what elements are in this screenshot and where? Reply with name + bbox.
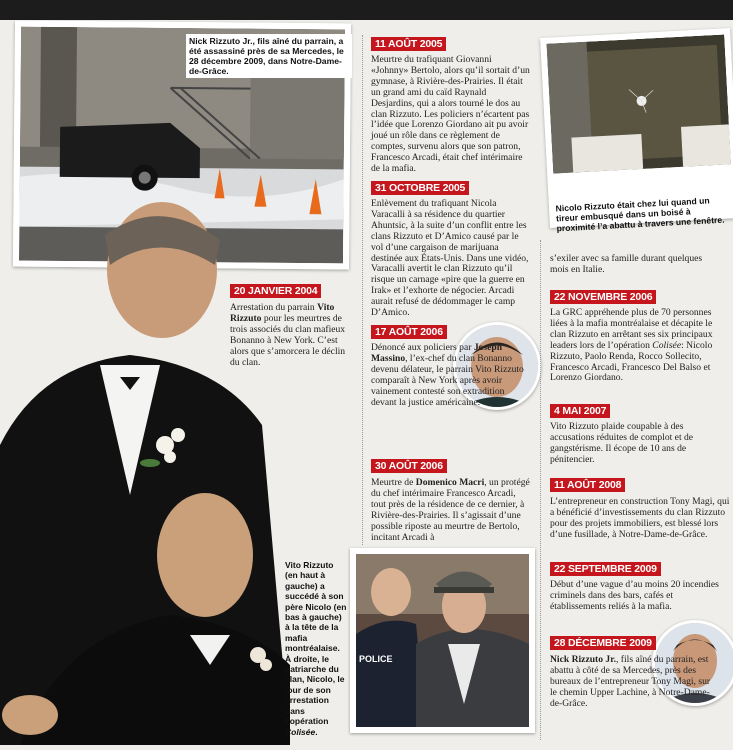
arrest-image bbox=[356, 554, 529, 727]
arrest-photo bbox=[350, 548, 535, 733]
event-name: Nick Rizzuto Jr. bbox=[550, 654, 616, 665]
date-2006-11-22: 22 NOVEMBRE 2006 bbox=[550, 290, 656, 304]
date-2005-08-11: 11 AOÛT 2005 bbox=[371, 37, 446, 51]
column-divider-right bbox=[540, 240, 541, 740]
event-text: , fils aîné du parrain, est abattu à côté de sa Mercedes, près des bureaux de l’entrepreneur Tony Magi, sur le chemin Upper Lachine, à Notre-Dame-de-Grâce. bbox=[550, 654, 711, 709]
event-text-end: pour les meurtres de trois associés du clan mafieux Bonanno à New York. C’est alors que s’amorcera le déclin du clan. bbox=[230, 312, 346, 368]
column-divider bbox=[362, 35, 363, 545]
event-2004-01-20 bbox=[230, 303, 355, 368]
event-text-end: , un protégé du chef intérimaire Francesco Arcadi, tout près de la résidence de ce dernier, à Rivière-des-Prairies. Il s’agissait d’une possible riposte au meurtre de Bertolo, incitant Arcadi à bbox=[371, 477, 530, 543]
date-2006-08-30: 30 AOÛT 2006 bbox=[371, 459, 447, 473]
event-text: Dénoncé aux policiers par bbox=[371, 342, 474, 353]
event-operation: Colisée bbox=[652, 339, 682, 351]
event-text-end: , l’ex-chef du clan Bonanno devenu délateur, le parrain Vito Rizzuto comparaît à New York après avoir vainement contesté son extradition devant la justice américaine. bbox=[371, 352, 524, 408]
date-2009-12-28: 28 DÉCEMBRE 2009 bbox=[550, 636, 656, 650]
event-2007-05-04: Vito Rizzuto plaide coupable à des accusations réduites de complot et de gangstérisme. Il écope de 10 ans de pénitencier. bbox=[550, 421, 694, 465]
event-2009-12-28 bbox=[550, 655, 715, 710]
window-image bbox=[546, 34, 731, 173]
event-2009-09-22: Début d’une vague d’au moins 20 incendies criminels dans des bars, cafés et établissements reliés à la mafia. bbox=[550, 579, 719, 612]
top-banner bbox=[0, 0, 733, 20]
vito-nicolo-image bbox=[0, 195, 290, 745]
date-2004-01-20: 20 JANVIER 2004 bbox=[230, 284, 321, 298]
date-2006-08-17: 17 AOÛT 2006 bbox=[371, 325, 447, 339]
event-text: La GRC appréhende plus de 70 personnes liées à la mafia montréalaise et décapite le clan Rizzuto en arrêtant ses six principaux leaders lors de l’opération bbox=[550, 307, 713, 351]
event-text: Arrestation du parrain bbox=[230, 302, 318, 313]
event-text-end: : Nicolo Rizzuto, Paolo Renda, Rocco Sollecito, Francesco Arcadi, Francesco Del Balso et Lorenzo Giordano. bbox=[550, 339, 713, 384]
nick-photo-caption: Nick Rizzuto Jr., fils aîné du parrain, a été assassiné près de sa Mercedes, le 28 décembre 2009, dans Notre-Dame-de-Grâce. bbox=[186, 34, 352, 78]
event-2005-10-31: Enlèvement du trafiquant Nicola Varacalli à sa résidence du quartier Ahuntsic, à la suite d’un conflit entre les clans Rizzuto et D’Amico causé par le vol d’une cargaison de marijuana destinée aux États-Unis. Dans une vidéo, Varacalli avertit le clan Rizzuto qu’il risque un carnage «pire que la guerre en Irak» et l’exhorte de négocier. Arcadi aurait refusé de dédommager le camp D’Amico. bbox=[371, 198, 529, 319]
event-text: Meurtre de bbox=[371, 477, 416, 488]
vito-nicolo-photo bbox=[0, 195, 290, 745]
event-name: Domenico Macri bbox=[415, 477, 485, 488]
window-photo-caption: Nicolo Rizzuto était chez lui quand un tireur embusqué dans un boisé à proximité l’a abattu à travers une fenêtre. bbox=[555, 195, 725, 234]
event-2005-08-11: Meurtre du trafiquant Giovanni «Johnny» Bertolo, alors qu’il sortait d’un gymnase, à Rivière-des-Prairies. Il était un grand ami du caïd Raynald Desjardins, qui a alors tourné le dos au clan Rizzuto. Les policiers n’écartent pas l’idée que Lorenzo Giordano ait pu avoir joué un rôle dans ce règlement de comptes, survenu alors que son patron, Francesco Arcadi, était chef intérimaire de la mafia. bbox=[371, 54, 530, 175]
event-2008-08-11: L’entrepreneur en construction Tony Magi, qui a bénéficié d’investissements du clan Rizzuto pour des projets immobiliers, est blessé lors d’une fusillade, à Notre-Dame-de-Grâce. bbox=[550, 496, 730, 540]
event-name: Vito Rizzuto bbox=[230, 302, 335, 324]
event-name: Joseph Massino bbox=[371, 342, 503, 364]
event-2006-08-30-continued: s’exiler avec sa famille durant quelques mois en Italie. bbox=[550, 253, 703, 275]
date-2009-09-22: 22 SEPTEMBRE 2009 bbox=[550, 562, 661, 576]
event-2006-08-30 bbox=[371, 478, 531, 543]
date-2007-05-04: 4 MAI 2007 bbox=[550, 404, 610, 418]
arrest-photo-caption bbox=[285, 560, 347, 737]
date-2008-08-11: 11 AOÛT 2008 bbox=[550, 478, 625, 492]
arrest-caption-text: Vito Rizzuto (en haut à gauche) a succédé à son père Nicolo (en bas à gauche) à la tête de la mafia montréalaise. À droite, le patriarche du clan, Nicolo, le jour de son arrestation dans l’opération bbox=[285, 560, 347, 727]
event-2006-08-17 bbox=[371, 343, 531, 408]
date-2005-10-31: 31 OCTOBRE 2005 bbox=[371, 181, 469, 195]
police-jacket-label: POLICE bbox=[359, 654, 393, 664]
arrest-caption-operation: Colisée bbox=[285, 726, 316, 737]
arrest-caption-end: . bbox=[315, 726, 318, 737]
event-2006-11-22 bbox=[550, 308, 730, 384]
